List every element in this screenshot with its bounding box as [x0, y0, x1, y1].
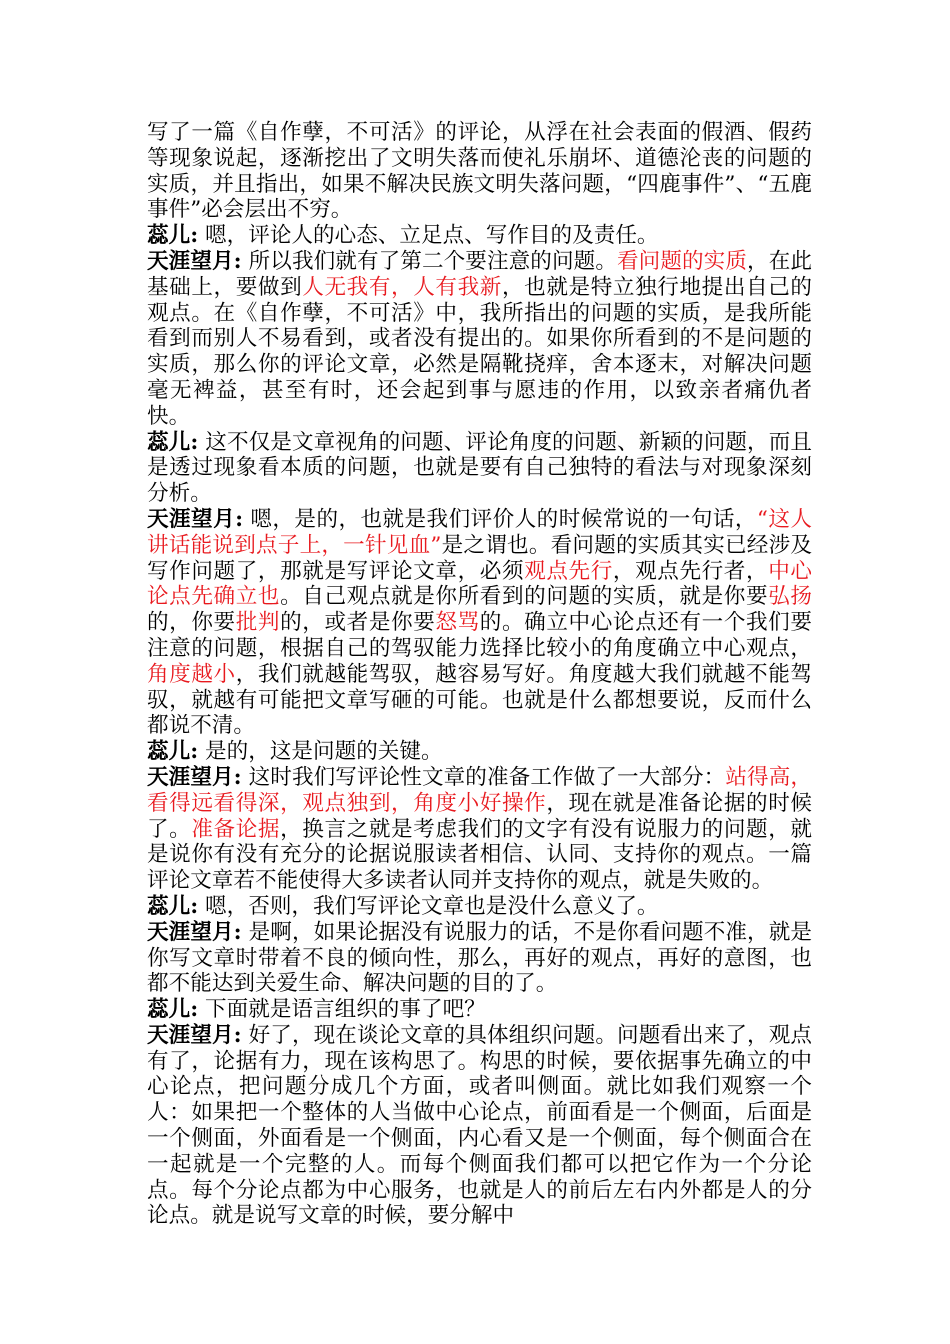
speaker-label: 蕊儿: [147, 997, 199, 1023]
body-text: 写了一篇《自作孽，不可活》的评论，从浮在社会表面的假酒、假药等现象说起，逐渐挖出了文明失落而使礼乐崩坏、道德沦丧的问题的实质，并且指出，如果不解决民族文明失落问题，“四鹿事件”、“五鹿事件”必会层出不穷。 [147, 120, 812, 223]
body-text: 的，或者是你要 [280, 610, 436, 636]
body-text: 是的，这是问题的关键。 [198, 739, 443, 765]
body-text: 是之谓也。看问题的实质其实已经涉及写作问题了，那就是写评论文章，必须 [147, 532, 812, 584]
body-text: ，也就是特立独行地提出自己的观点。在《自作孽，不可活》中，我所指出的问题的实质，是我所能看到而别人不易看到，或者没有提出的。如果你所看到的不是问题的实质，那么你的评论文章，必然是隔靴挠痒，舍本逐末，对解决问题毫无裨益，甚至有时，还会起到事与愿违的作用，以致亲者痛仇者快。 [147, 274, 812, 429]
speaker-label: 天涯望月: [147, 248, 242, 274]
speaker-label: 蕊儿: [147, 893, 199, 919]
dialogue-paragraph [147, 739, 812, 765]
body-text: ，现在就是准备论据的时候了。 [147, 790, 812, 842]
body-text: 嗯，是的，也就是我们评价人的时候常说的一句话， [243, 506, 757, 532]
body-text: 。自己观点就是你所看到的问题的实质，就是你要 [280, 584, 769, 610]
body-text: 的，你要 [147, 610, 236, 636]
dialogue-paragraph [147, 249, 812, 430]
dialogue-paragraph [147, 997, 812, 1023]
body-text: 是啊，如果论据没有说服力的话，不是你看问题不准，就是你写文章时带着不良的倾向性，那么，再好的观点，再好的意图，也都不能达到关爱生命、解决问题的目的了。 [147, 919, 812, 997]
highlighted-text: “这人讲话能说到点子上，一针见血” [147, 506, 812, 558]
speaker-label: 天涯望月: [147, 1022, 242, 1048]
highlighted-text: 观点先行 [524, 558, 613, 584]
dialogue-paragraph [147, 765, 812, 894]
body-text: ，我们就越能驾驭，越容易写好。角度越大我们就越不能驾驭，就越有可能把文章写砸的可能。也就是什么都想要说，反而什么都说不清。 [147, 661, 812, 739]
body-text: 这时我们写评论性文章的准备工作做了一大部分： [241, 764, 726, 790]
dialogue-paragraph [147, 920, 812, 997]
speaker-label: 天涯望月: [147, 919, 242, 945]
dialogue-paragraph [147, 120, 812, 223]
dialogue-paragraph [147, 507, 812, 739]
dialogue-paragraph [147, 223, 812, 249]
body-text: ，换言之就是考虑我们的文字有没有说服力的问题，就是说你有没有充分的论据说服读者相信、认同、支持你的观点。一篇评论文章若不能使得大多读者认同并支持你的观点，就是失败的。 [147, 816, 812, 894]
highlighted-text: 批判 [235, 610, 281, 636]
dialogue-paragraph [147, 430, 812, 507]
body-text: 好了，现在谈论文章的具体组织问题。问题看出来了，观点有了，论据有力，现在该构思了。构思的时候，要依据事先确立的中心论点，把问题分成几个方面，或者叫侧面。就比如我们观察一个人：如果把一个整体的人当做中心论点，前面看是一个侧面，后面是一个侧面，外面看是一个侧面，内心看又是一个侧面，每个侧面合在一起就是一个完整的人。而每个侧面我们都可以把它作为一个分论点。每个分论点都为中心服务，也就是人的前后左右内外都是人的分论点。就是说写文章的时候，要分解中 [147, 1022, 812, 1229]
highlighted-text: 准备论据 [191, 816, 281, 842]
body-text: 嗯，评论人的心态、立足点、写作目的及责任。 [198, 223, 659, 249]
dialogue-paragraph [147, 1023, 812, 1229]
body-text: ，观点先行者， [612, 558, 769, 584]
dialogue-paragraph [147, 894, 812, 920]
body-text: 所以我们就有了第二个要注意的问题。 [241, 248, 617, 274]
speaker-label: 蕊儿: [147, 739, 199, 765]
highlighted-text: 角度越小 [147, 661, 236, 687]
speaker-label: 蕊儿: [147, 223, 199, 249]
body-text: 这不仅是文章视角的问题、评论角度的问题、新颖的问题，而且是透过现象看本质的问题，也就是要有自己独特的看法与对现象深刻分析。 [147, 429, 812, 507]
body-text: 下面就是语言组织的事了吧？ [198, 997, 486, 1023]
speaker-label: 天涯望月: [147, 506, 244, 532]
highlighted-text: 怒骂 [435, 610, 480, 636]
highlighted-text: 中心论点先确立也 [147, 558, 812, 610]
body-text: 的。确立中心论点还有一个我们要注意的问题，根据自己的驾驭能力选择比较小的角度确立中心观点， [147, 610, 812, 661]
document-body [147, 120, 812, 1229]
body-text: ，在此基础上，要做到 [147, 248, 812, 300]
body-text: 嗯，否则，我们写评论文章也是没什么意义了。 [198, 893, 659, 919]
highlighted-text: 站得高，看得远看得深，观点独到，角度小好操作 [147, 764, 812, 816]
speaker-label: 蕊儿: [147, 429, 199, 455]
speaker-label: 天涯望月: [147, 764, 242, 790]
highlighted-text: 人无我有，人有我新 [302, 274, 502, 300]
highlighted-text: 看问题的实质 [617, 248, 748, 274]
highlighted-text: 弘扬 [768, 584, 812, 610]
